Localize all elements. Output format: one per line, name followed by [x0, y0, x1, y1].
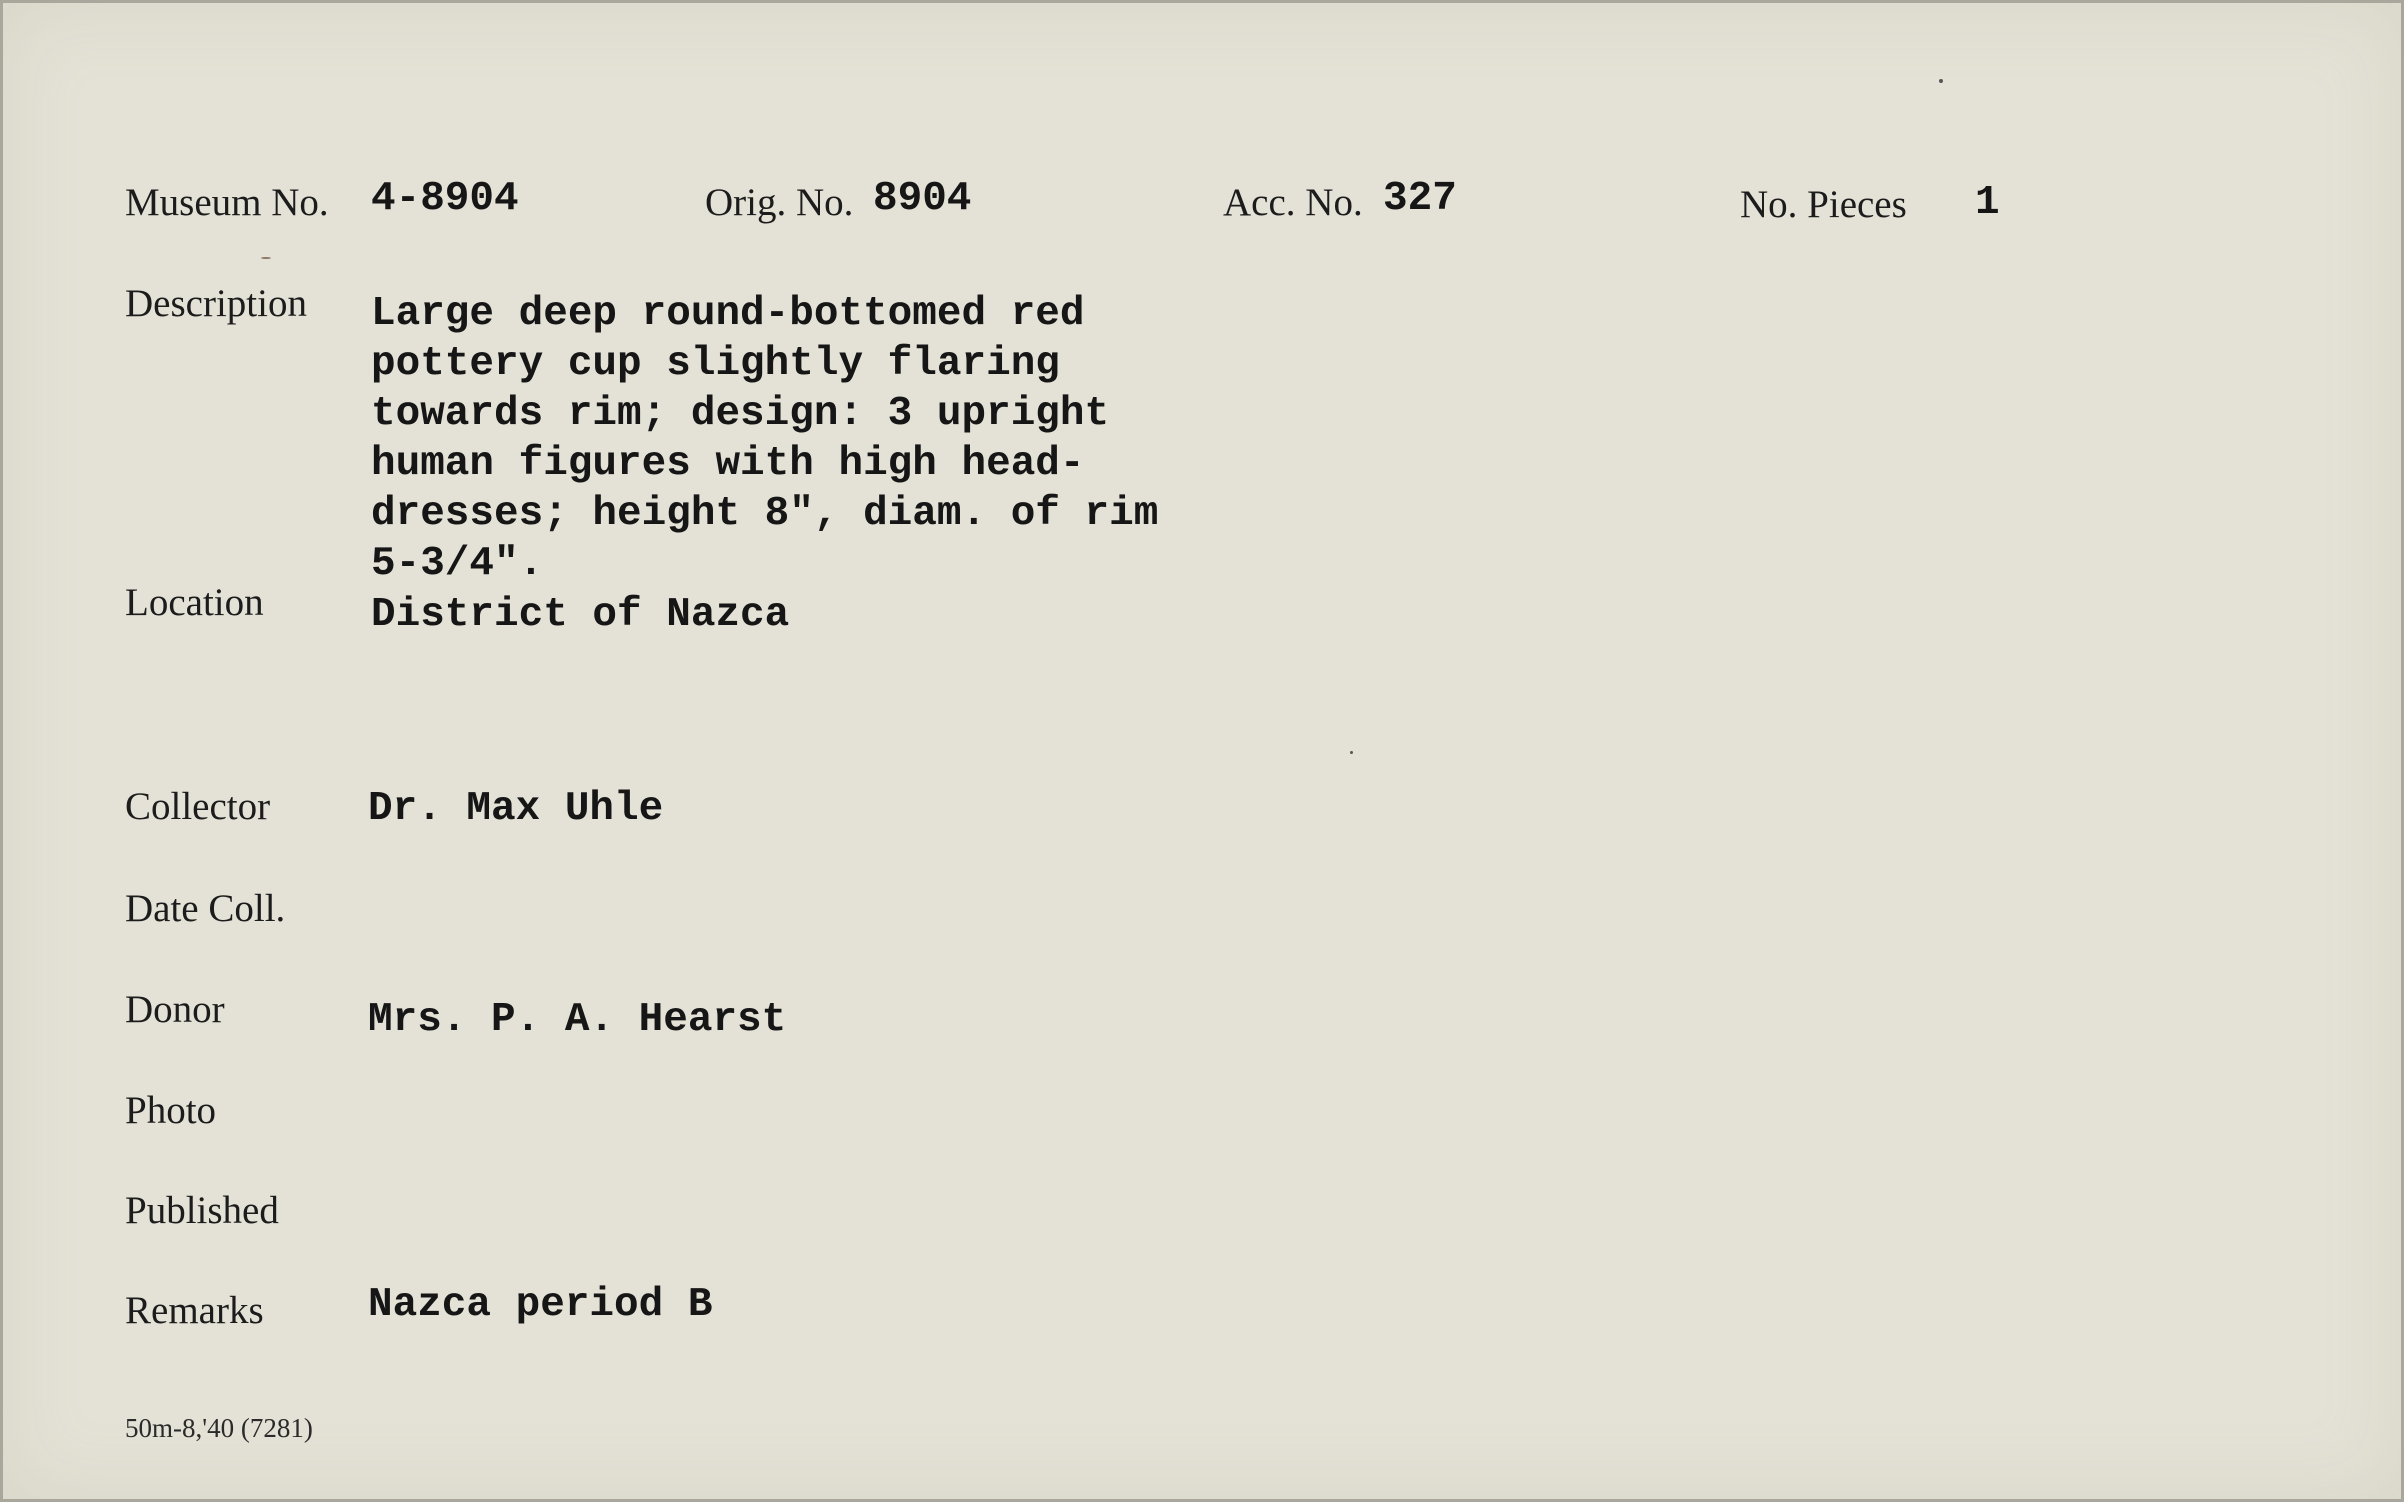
acc-no-label: Acc. No. [1223, 181, 1363, 224]
print-code: 50m-8,'40 (7281) [125, 1413, 313, 1443]
description-label: Description [125, 282, 307, 325]
collector-value: Dr. Max Uhle [368, 786, 664, 832]
remarks-label: Remarks [125, 1289, 264, 1332]
no-pieces-label: No. Pieces [1740, 183, 1907, 226]
published-label: Published [125, 1189, 279, 1232]
dust-speck [1350, 751, 1353, 754]
no-pieces-value: 1 [1975, 180, 2000, 226]
description-line: towards rim; design: 3 upright [371, 391, 1110, 437]
dust-speck [1939, 79, 1943, 83]
location-value: District of Nazca [371, 592, 790, 638]
photo-label: Photo [125, 1089, 217, 1132]
donor-label: Donor [125, 988, 225, 1031]
donor-value: Mrs. P. A. Hearst [368, 997, 787, 1043]
description-line: dresses; height 8", diam. of rim [371, 491, 1159, 537]
description-line: 5-3/4". [371, 541, 544, 587]
orig-no-value: 8904 [873, 176, 972, 222]
orig-no-label: Orig. No. [705, 181, 854, 224]
collector-label: Collector [125, 785, 271, 828]
museum-no-label: Museum No. [125, 181, 329, 224]
location-label: Location [125, 581, 264, 624]
date-coll-label: Date Coll. [125, 887, 286, 930]
acc-no-value: 327 [1383, 176, 1457, 222]
description-line: pottery cup slightly flaring [371, 341, 1060, 387]
dust-speck [261, 257, 271, 259]
description-line: human figures with high head- [371, 441, 1085, 487]
description-line: Large deep round-bottomed red [371, 291, 1085, 337]
description-text [371, 289, 1158, 589]
remarks-value: Nazca period B [368, 1282, 713, 1328]
museum-no-value: 4-8904 [371, 176, 519, 222]
